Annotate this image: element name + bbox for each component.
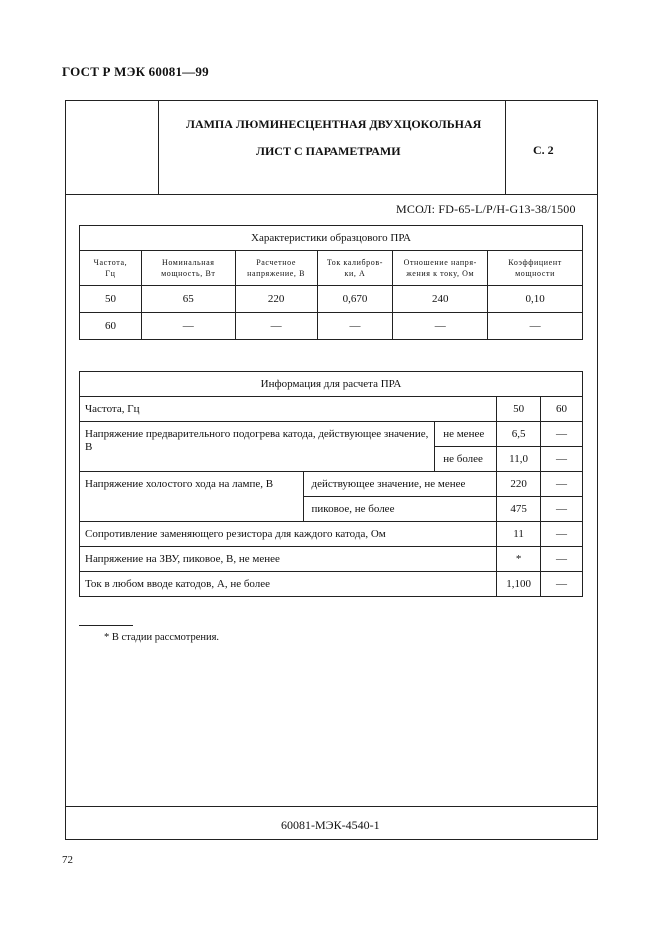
table-row [80, 422, 583, 447]
table-cell: — [541, 447, 583, 472]
current-label: Ток в любом вводе катодов, А, не более [80, 572, 497, 597]
sheet-page-label: С. 2 [533, 143, 554, 157]
table-cell: 1,100 [497, 572, 541, 597]
table-cell: 60 [541, 397, 583, 422]
ocv-label: Напряжение холостого хода на лампе, В [80, 472, 304, 522]
title-divider-right [505, 100, 506, 195]
table-row [80, 472, 583, 497]
resistor-label: Сопротивление заменяющего резистора для каждого катода, Ом [80, 522, 497, 547]
table-cell: 60 [80, 313, 142, 340]
table-cell: — [541, 572, 583, 597]
preheat-max-label: не более [435, 447, 497, 472]
col-header-current: Ток калибров- ки, А [317, 251, 393, 286]
calc-table-caption: Информация для расчета ПРА [80, 372, 583, 397]
title-divider-left [158, 100, 159, 195]
ocv-peak-label: пиковое, не более [303, 497, 497, 522]
footer-code: 60081-МЭК-4540-1 [281, 818, 380, 832]
standard-header: ГОСТ Р МЭК 60081—99 [62, 64, 209, 79]
table-cell: — [541, 522, 583, 547]
table-cell: — [317, 313, 393, 340]
col-header-ratio: Отношение напря- жения к току, Ом [393, 251, 488, 286]
table-cell: — [141, 313, 235, 340]
zvu-label: Напряжение на ЗВУ, пиковое, В, не менее [80, 547, 497, 572]
table-cell: * [497, 547, 541, 572]
table-cell: 0,10 [488, 286, 583, 313]
ballast-table [79, 225, 583, 340]
table-cell: 6,5 [497, 422, 541, 447]
col-header-voltage: Расчетное напряжение, В [235, 251, 317, 286]
table-row [80, 286, 583, 313]
table-cell: 0,670 [317, 286, 393, 313]
table-cell: 475 [497, 497, 541, 522]
footnote: * В стадии рассмотрения. [104, 632, 220, 643]
table-cell: 11 [497, 522, 541, 547]
table-cell: — [541, 547, 583, 572]
sheet-title: ЛАМПА ЛЮМИНЕСЦЕНТНАЯ ДВУХЦОКОЛЬНАЯ [186, 117, 482, 131]
table-cell: 65 [141, 286, 235, 313]
table-row [80, 313, 583, 340]
col-header-power-factor: Коэффициент мощности [488, 251, 583, 286]
table-row [80, 522, 583, 547]
ballast-table-header [80, 251, 583, 286]
table-cell: 11,0 [497, 447, 541, 472]
table-cell: — [393, 313, 488, 340]
ballast-table-caption: Характеристики образцового ПРА [80, 226, 583, 251]
preheat-min-label: не менее [435, 422, 497, 447]
table-cell: — [541, 497, 583, 522]
table-cell: 220 [497, 472, 541, 497]
table-row [80, 547, 583, 572]
sheet-subtitle: ЛИСТ С ПАРАМЕТРАМИ [256, 144, 401, 158]
frequency-label: Частота, Гц [80, 397, 497, 422]
footer-divider [65, 806, 598, 807]
table-row [80, 397, 583, 422]
page-number: 72 [62, 854, 73, 866]
col-header-frequency: Частота, Гц [80, 251, 142, 286]
table-cell: 50 [80, 286, 142, 313]
table-cell: — [541, 422, 583, 447]
table-row [80, 572, 583, 597]
table-cell: 240 [393, 286, 488, 313]
lamp-code: МСОЛ: FD-65-L/P/H-G13-38/1500 [396, 202, 576, 216]
table-cell: — [488, 313, 583, 340]
footnote-rule [79, 625, 133, 626]
table-cell: — [235, 313, 317, 340]
table-cell: 220 [235, 286, 317, 313]
table-cell: 50 [497, 397, 541, 422]
preheat-label: Напряжение предварительного подогрева катода, действующее значение, В [80, 422, 435, 472]
table-cell: — [541, 472, 583, 497]
ocv-rms-label: действующее значение, не менее [303, 472, 497, 497]
calc-table [79, 371, 583, 597]
col-header-power: Номинальная мощность, Вт [141, 251, 235, 286]
